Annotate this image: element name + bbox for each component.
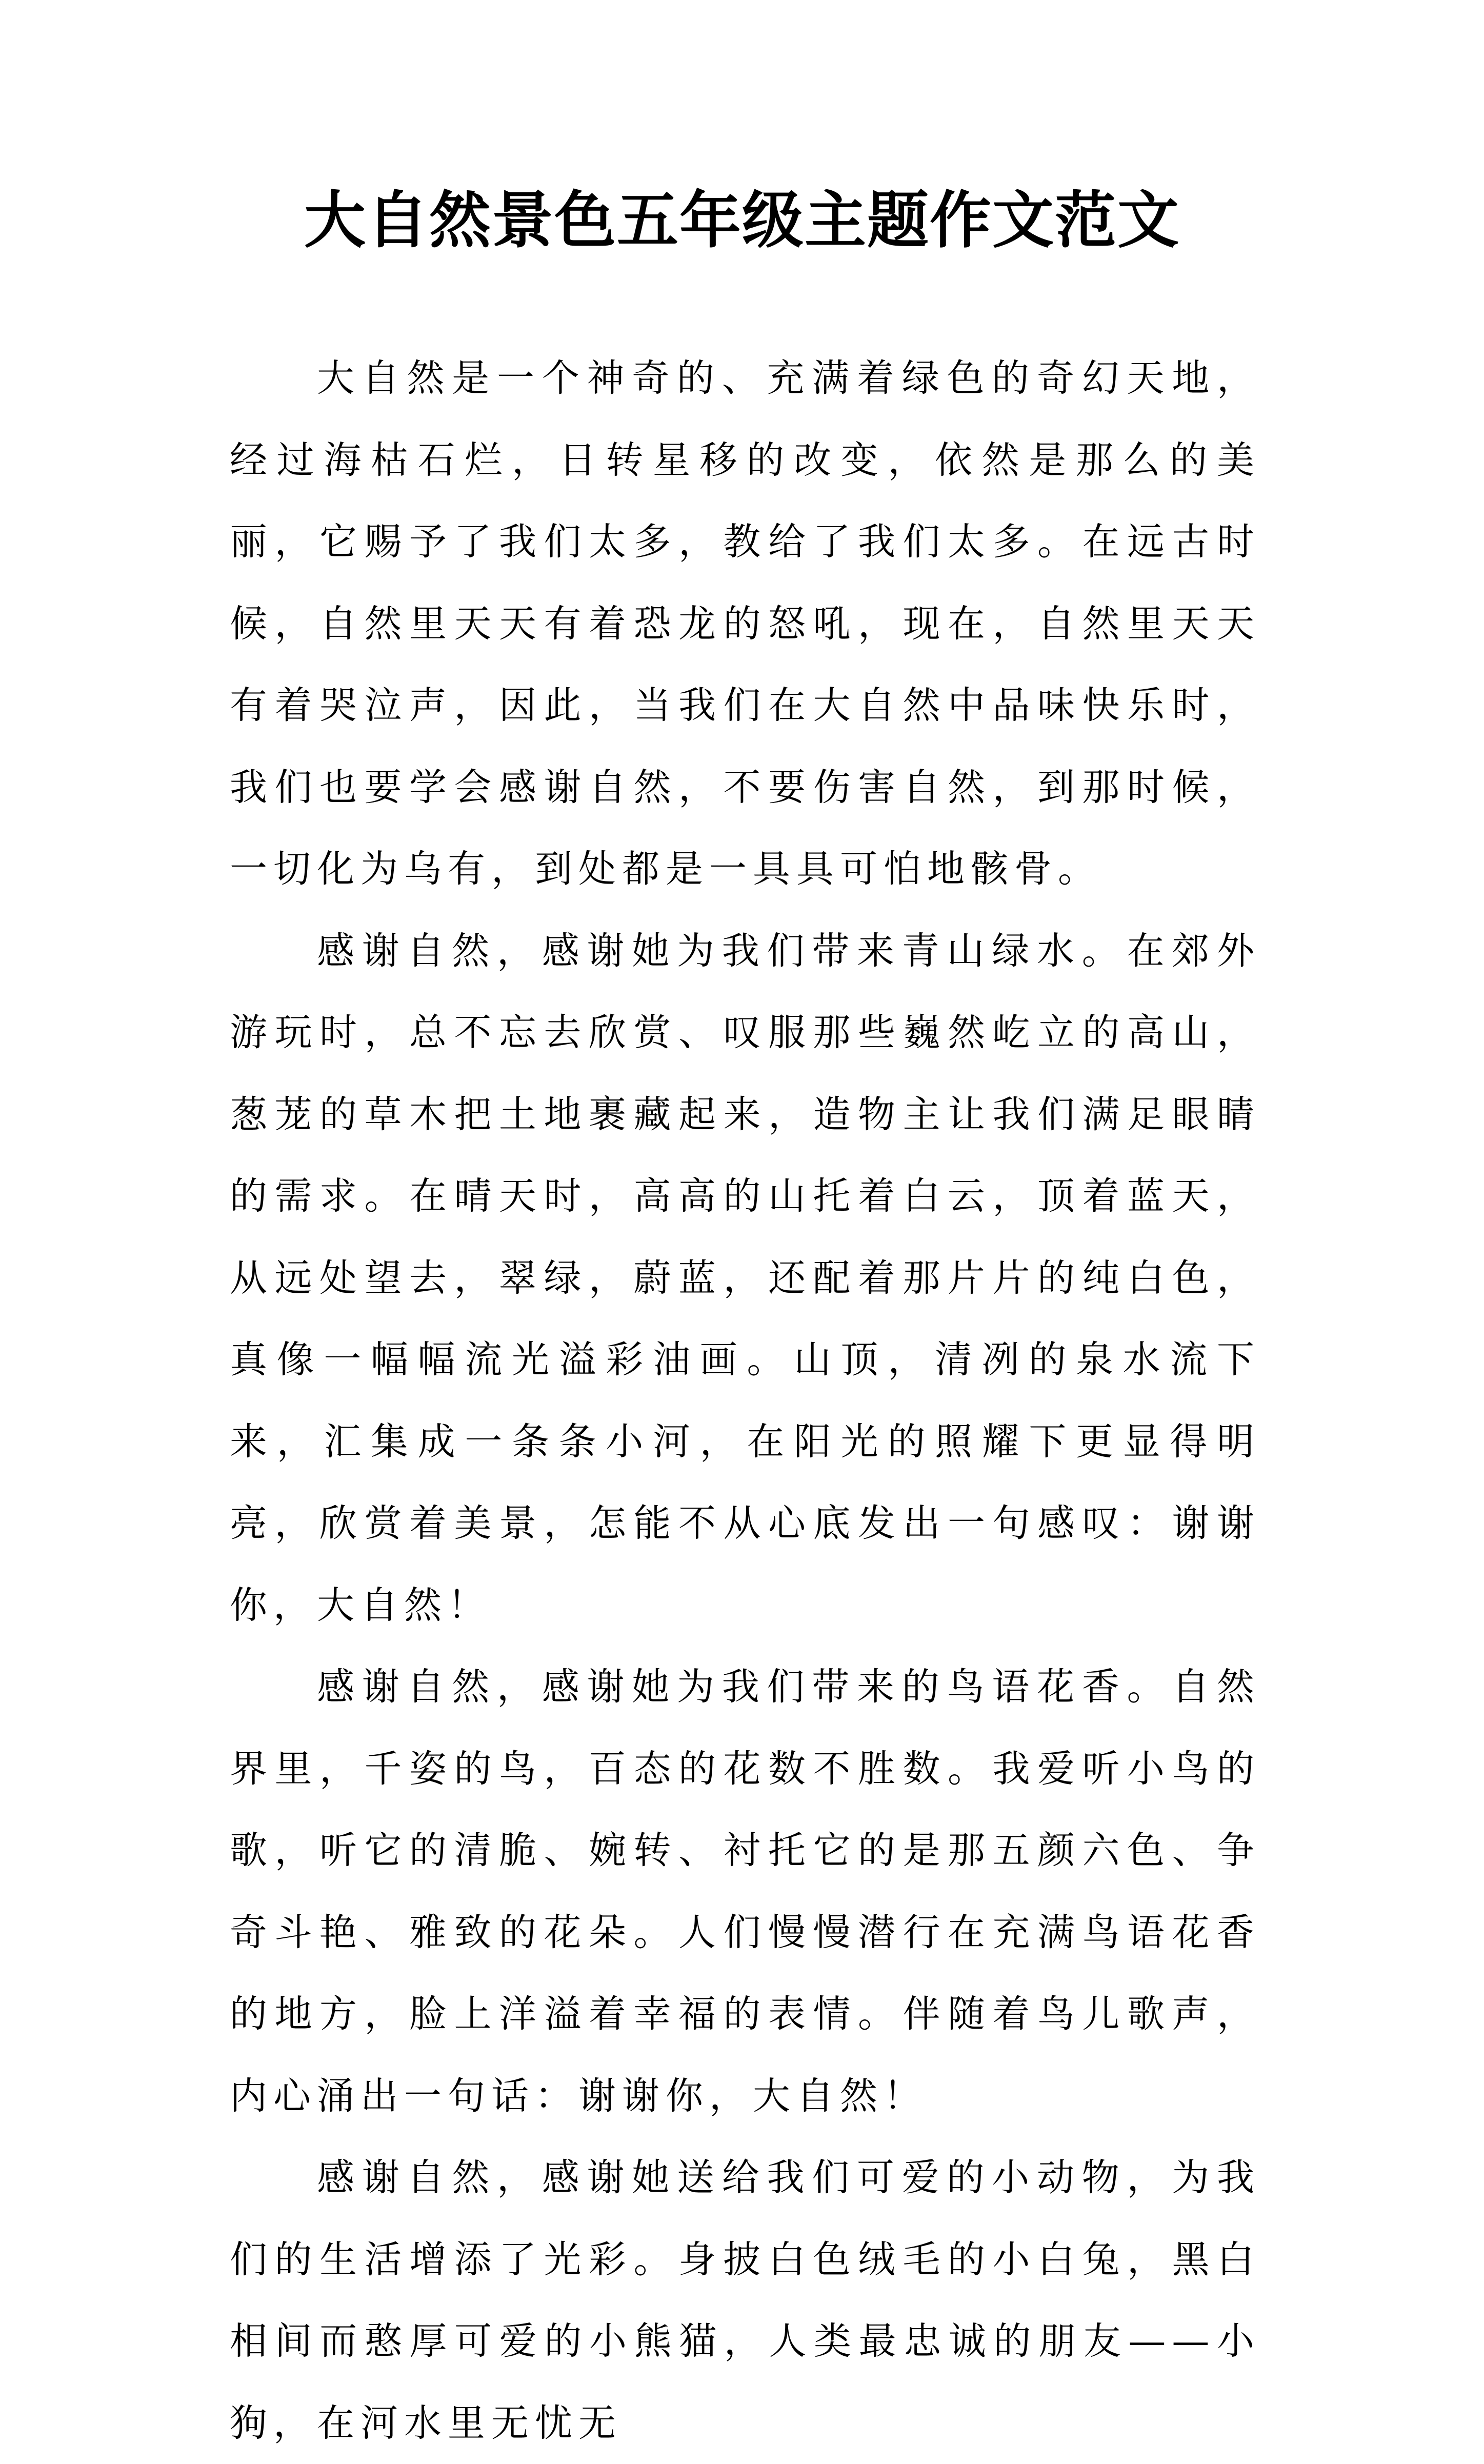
paragraph-1: 大自然是一个神奇的、充满着绿色的奇幻天地，经过海枯石烂，日转星移的改变，依然是那么的美丽，它赐予了我们太多，教给了我们太多。在远古时候，自然里天天有着恐龙的怒吼，现在，自然里天天有着哭泣声，因此，当我们在大自然中品味快乐时，我们也要学会感谢自然，不要伤害自然，到那时候，一切化为乌有，到处都是一具具可怕地骸骨。	[230, 356, 1260, 891]
paragraph-3: 感谢自然，感谢她为我们带来的鸟语花香。自然界里，千姿的鸟，百态的花数不胜数。我爱听小鸟的歌，听它的清脆、婉转、衬托它的是那五颜六色、争奇斗艳、雅致的花朵。人们慢慢潜行在充满鸟语花香的地方，脸上洋溢着幸福的表情。伴随着鸟儿歌声，内心涌出一句话：谢谢你，大自然！	[230, 1665, 1260, 2118]
document-title: 大自然景色五年级主题作文范文	[304, 184, 1180, 256]
paragraph-2: 感谢自然，感谢她为我们带来青山绿水。在郊外游玩时，总不忘去欣赏、叹服那些巍然屹立的高山，葱茏的草木把土地裹藏起来，造物主让我们满足眼睛的需求。在晴天时，高高的山托着白云，顶着蓝天，从远处望去，翠绿，蔚蓝，还配着那片片的纯白色，真像一幅幅流光溢彩油画。山顶，清冽的泉水流下来，汇集成一条条小河，在阳光的照耀下更显得明亮，欣赏着美景，怎能不从心底发出一句感叹：谢谢你，大自然！	[230, 929, 1260, 1627]
document-body	[230, 337, 1260, 2464]
paragraph-4: 感谢自然，感谢她送给我们可爱的小动物，为我们的生活增添了光彩。身披白色绒毛的小白兔，黑白相间而憨厚可爱的小熊猫，人类最忠诚的朋友——小狗，在河水里无忧无	[230, 2156, 1260, 2445]
